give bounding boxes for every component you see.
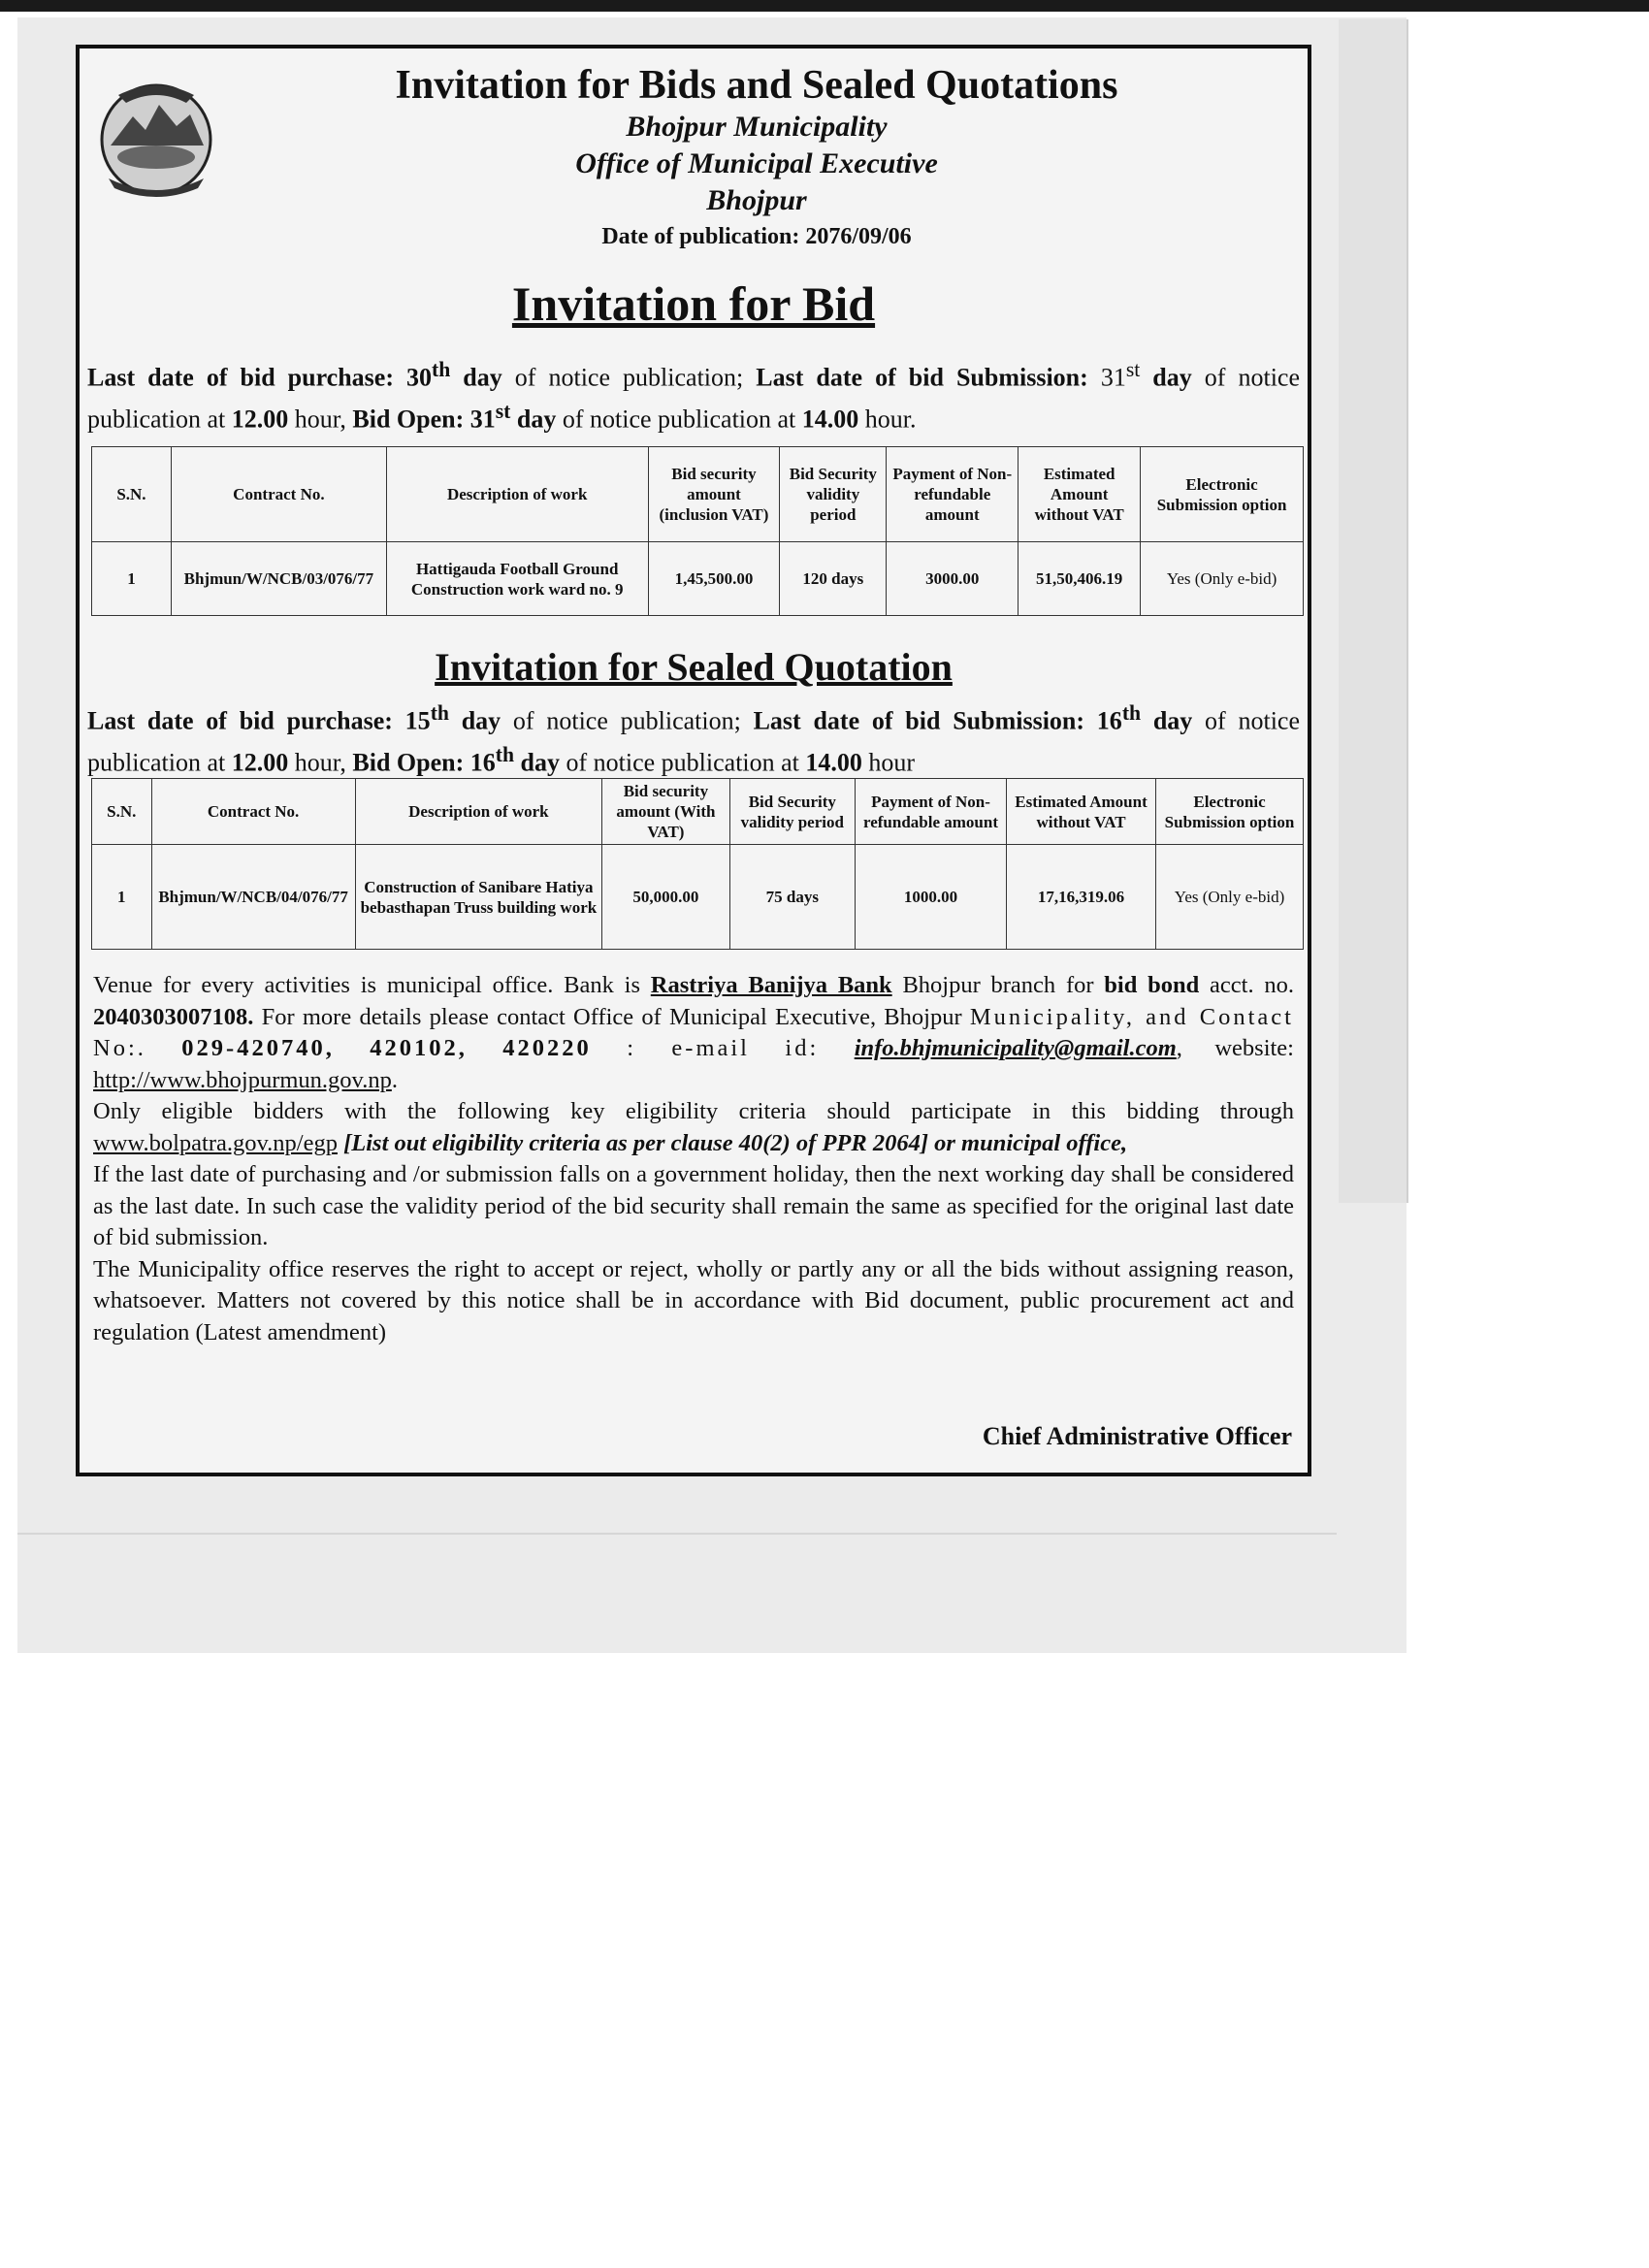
bid-line2-c: of notice publication at [556,405,802,434]
column-header: S.N. [92,447,172,542]
place-name: Bhojpur [706,184,807,216]
table-cell: Yes (Only e-bid) [1156,845,1304,950]
holiday-paragraph: If the last date of purchasing and /or submission falls on a government holiday, then the next working day shall be considered as the last date. In such case the validity period of the bid security shall remain the same as specified for the original last date of bid submission. [93,1161,1294,1250]
p1-b: Bhojpur branch for [891,972,1105,998]
table-cell: Bhjmun/W/NCB/04/076/77 [151,845,355,950]
clipping-back-page-edge [1339,19,1408,1203]
column-header: Bid Security validity period [729,779,855,845]
quot-line2-b: hour, [288,748,353,777]
quot-purchase-sup: th [430,701,449,725]
p1-f: , website: [1176,1035,1294,1061]
bid-line2-d: hour. [858,405,917,434]
table-cell: 1000.00 [855,845,1006,950]
table-cell: 17,16,319.06 [1007,845,1156,950]
quot-purchase-rest: of notice publication; [501,706,754,735]
table-cell: 75 days [729,845,855,950]
table-header-row [92,447,1304,542]
column-header: Payment of Non-refundable amount [855,779,1006,845]
quot-line2-a: of notice publication at [87,706,1300,777]
table-cell: Hattigauda Football Ground Construction work ward no. 9 [386,542,648,616]
table-cell: 50,000.00 [602,845,729,950]
quot-purchase-day: day [448,706,501,735]
account-number: 2040303007108. [93,1003,254,1030]
notice-header [225,62,1288,252]
table-row [92,845,1304,950]
notice-body [93,970,1294,1348]
bid-open-sup: st [495,399,511,423]
quot-submission-sup: th [1121,701,1142,725]
column-header: Contract No. [151,779,355,845]
quotation-dates [87,697,1300,779]
bid-open-label: Bid Open: 31 [352,405,496,434]
venue-paragraph [93,970,1294,1096]
bid-submission-label: Last date of bid Submission: [756,363,1101,392]
nepal-emblem-icon [89,70,223,204]
bid-time1: 12.00 [231,405,289,434]
bid-submission-sup: st [1125,358,1141,381]
table-header-row [92,779,1304,845]
bid-line2-b: hour, [288,405,353,434]
quot-open-sup: th [495,742,515,766]
p1-c: acct. no. [1199,972,1294,998]
table-cell: Bhjmun/W/NCB/03/076/77 [171,542,386,616]
bid-table [91,446,1304,616]
column-header: Estimated Amount without VAT [1018,447,1141,542]
p2-b: [List out eligibility criteria as per clause 40(2) of PPR 2064] or municipal office, [337,1129,1128,1156]
table-row [92,542,1304,616]
bank-name: Rastriya Banijya Bank [650,972,892,998]
quot-time1: 12.00 [231,748,289,777]
municipality-name: Bhojpur Municipality [626,111,888,143]
column-header: Description of work [386,447,648,542]
table-cell: 1 [92,542,172,616]
notice-box [76,45,1311,1476]
column-header: Bid security amount (inclusion VAT) [648,447,780,542]
quot-line2-d: hour [861,748,916,777]
column-header: Electronic Submission option [1141,447,1304,542]
bid-dates [87,353,1300,436]
quot-open-day: day [514,748,560,777]
p2-a: Only eligible bidders with the following key eligibility criteria should participate in this bidding through [93,1098,1294,1124]
website-link[interactable]: http://www.bhojpurmun.gov.np [93,1066,392,1093]
bid-purchase-sup: th [432,358,451,381]
contact-label: Municipality, and Contact No:. [93,1003,1294,1061]
table-cell: 1 [92,845,152,950]
column-header: S.N. [92,779,152,845]
signature-title: Chief Administrative Officer [982,1422,1292,1450]
egp-link[interactable]: www.bolpatra.gov.np/egp [93,1129,338,1156]
bid-submission-day: day [1140,363,1192,392]
quotation-table [91,778,1304,950]
p1-g: . [391,1066,398,1093]
quot-open-label: Bid Open: 16 [352,748,496,777]
column-header: Bid security amount (With VAT) [602,779,729,845]
p1-d: For more details please contact Office of Municipal Executive, Bhojpur [253,1003,970,1030]
column-header: Contract No. [171,447,386,542]
p1-e: : e-mail id: [591,1035,855,1061]
quot-submission-label: Last date of bid Submission: 16 [753,706,1122,735]
clipping-folded-bottom [17,1533,1337,1641]
quot-purchase-label: Last date of bid purchase: 15 [87,706,431,735]
quotation-section-title: Invitation for Sealed Quotation [435,645,953,689]
notice-title: Invitation for Bids and Sealed Quotations [395,63,1118,108]
p1-a: Venue for every activities is municipal office. Bank is [93,972,651,998]
table-cell: 1,45,500.00 [648,542,780,616]
office-name: Office of Municipal Executive [575,147,938,179]
bid-section-title: Invitation for Bid [511,276,876,331]
bid-purchase-label: Last date of bid purchase: 30 [87,363,433,392]
rights-paragraph: The Municipality office reserves the right to accept or reject, wholly or partly any or all the bids without assigning reason, whatsoever. Matters not covered by this notice shall be in accordance with Bid document, public procurement act and regulation (Latest amendment) [93,1255,1294,1345]
table-cell: 120 days [780,542,887,616]
email-link[interactable]: info.bhjmunicipality@gmail.com [854,1035,1177,1061]
table-cell: Construction of Sanibare Hatiya bebasthapan Truss building work [355,845,602,950]
table-cell: Yes (Only e-bid) [1141,542,1304,616]
eligibility-paragraph [93,1096,1294,1159]
quot-line2-c: of notice publication at [559,748,806,777]
scan-top-border [0,0,1649,12]
bid-purchase-day: day [450,363,502,392]
bid-purchase-rest: of notice publication; [501,363,757,392]
column-header: Bid Security validity period [780,447,887,542]
column-header: Payment of Non-refundable amount [887,447,1018,542]
table-cell: 3000.00 [887,542,1018,616]
quot-time2: 14.00 [805,748,862,777]
bid-bond-label: bid bond [1104,972,1200,998]
bid-open-day: day [510,405,557,434]
bid-line2-a: of notice publication at [87,363,1301,434]
column-header: Estimated Amount without VAT [1007,779,1156,845]
quot-submission-day: day [1141,706,1193,735]
bid-submission-num: 31 [1100,363,1126,392]
bid-time2: 14.00 [801,405,859,434]
column-header: Description of work [355,779,602,845]
publication-date: Date of publication: 2076/09/06 [601,224,912,249]
column-header: Electronic Submission option [1156,779,1304,845]
table-cell: 51,50,406.19 [1018,542,1141,616]
contact-phones: 029-420740, 420102, 420220 [146,1035,592,1061]
